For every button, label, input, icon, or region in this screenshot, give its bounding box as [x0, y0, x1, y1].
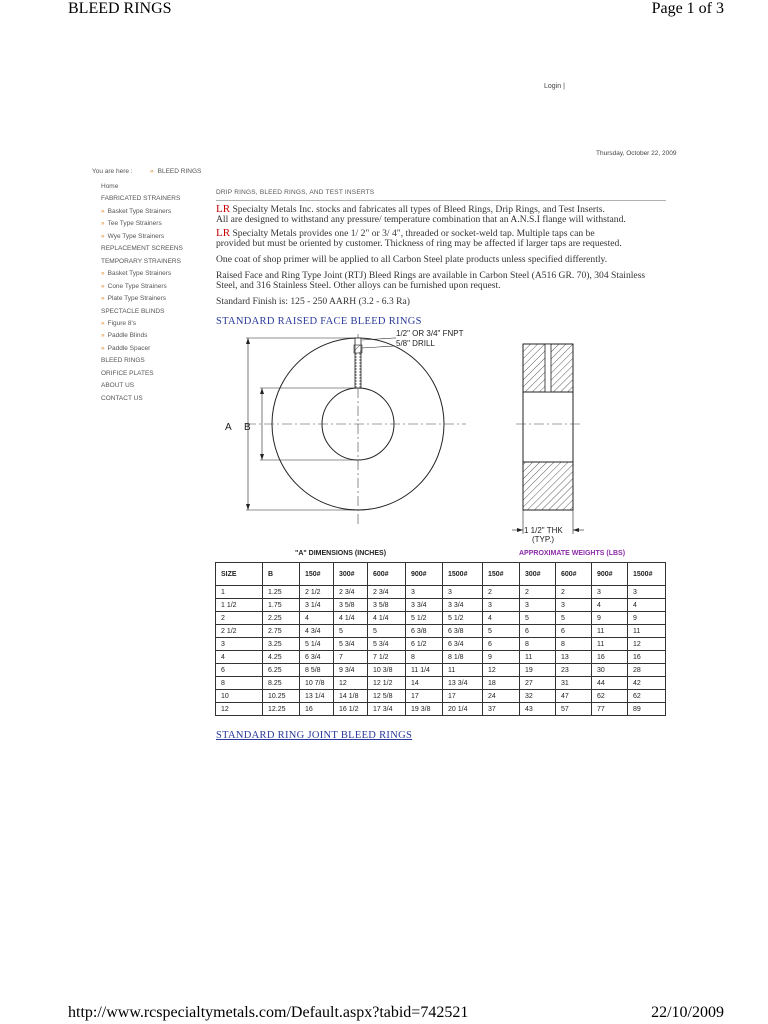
table-cell: 30	[592, 664, 628, 677]
table-cell: 3	[443, 586, 483, 599]
sidebar-item-label: Paddle Blinds	[107, 332, 148, 340]
table-cell: 7 1/2	[368, 651, 406, 664]
table-cell: 17 3/4	[368, 703, 406, 716]
table-cell: 6 3/4	[300, 651, 334, 664]
table-cell: 12 1/2	[368, 677, 406, 690]
table-header-cell: 900#	[592, 563, 628, 586]
drill-label: 5/8" DRILL	[396, 339, 435, 348]
table-header-cell: 300#	[520, 563, 556, 586]
table-cell: 11	[592, 638, 628, 651]
sidebar-item[interactable]	[101, 306, 211, 318]
bullet-icon: »	[101, 332, 105, 340]
table-cell: 5 1/2	[406, 612, 443, 625]
table-cell: 8.25	[263, 677, 300, 690]
sidebar-item-label: ORIFICE PLATES	[101, 369, 154, 377]
materials-text: Raised Face and Ring Type Joint (RTJ) Bleed Rings are available in Carbon Steel (A516 GR. 70), 304 Stainless	[216, 270, 646, 281]
bullet-icon: »	[101, 295, 105, 303]
materials-paragraph	[216, 271, 676, 290]
intro-paragraph	[216, 205, 676, 224]
table-cell: 11 1/4	[406, 664, 443, 677]
tap-text-line2: provided but must be oriented by customer. Thickness of ring may be affected if larger taps are requested.	[216, 237, 622, 249]
login-link[interactable]: Login |	[544, 83, 565, 90]
table-cell: 6 1/2	[406, 638, 443, 651]
table-cell: 3 1/4	[300, 599, 334, 612]
table-cell: 12	[216, 703, 263, 716]
breadcrumb-current[interactable]: BLEED RINGS	[157, 168, 202, 175]
table-cell: 32	[520, 690, 556, 703]
table-cell: 3 3/4	[406, 599, 443, 612]
table-cell: 3 5/8	[334, 599, 368, 612]
sidebar-item-label: Plate Type Strainers	[107, 295, 167, 303]
sidebar-item-label: Figure 8's	[107, 319, 136, 327]
sidebar-item[interactable]	[101, 268, 211, 280]
sidebar-item[interactable]	[101, 281, 211, 293]
table-cell: 8	[520, 638, 556, 651]
sidebar-item-label: REPLACEMENT SCREENS	[101, 245, 183, 253]
sidebar-item-label: Paddle Spacer	[107, 344, 151, 352]
sidebar-item-label: Wye Type Strainers	[107, 232, 165, 240]
table-cell: 8 1/8	[443, 651, 483, 664]
bullet-icon: »	[101, 270, 105, 278]
table-cell: 4	[483, 612, 520, 625]
table-cell: 23	[556, 664, 592, 677]
bullet-icon: »	[101, 319, 105, 327]
table-cell: 12	[483, 664, 520, 677]
table-cell: 6 3/4	[443, 638, 483, 651]
intro-text-line2: All are designed to withstand any pressure/ temperature combination that an A.N.S.I flange will withstand.	[216, 213, 626, 225]
table-cell: 4 1/4	[334, 612, 368, 625]
print-footer-url: http://www.rcspecialtymetals.com/Default.aspx?tabid=742521	[68, 1004, 469, 1021]
table-row	[216, 690, 666, 703]
table-cell: 4.25	[263, 651, 300, 664]
tap-label: 1/2" OR 3/4" FNPT	[396, 329, 464, 338]
table-cell: 16	[628, 651, 666, 664]
dimension-b-label: B	[244, 422, 251, 433]
table-cell: 3	[628, 586, 666, 599]
bullet-icon: »	[101, 232, 105, 240]
table-cell: 2 3/4	[368, 586, 406, 599]
table-cell: 3 3/4	[443, 599, 483, 612]
sidebar-item[interactable]	[101, 330, 211, 342]
section-divider	[216, 200, 666, 201]
table-cell: 12 5/8	[368, 690, 406, 703]
sidebar-item-label: Basket Type Strainers	[107, 207, 172, 215]
table-cell: 16 1/2	[334, 703, 368, 716]
table-cell: 1.25	[263, 586, 300, 599]
table-cell: 2	[556, 586, 592, 599]
table-cell: 19	[520, 664, 556, 677]
sidebar-item[interactable]	[101, 355, 211, 367]
table-header-row	[216, 563, 666, 586]
table-cell: 2 1/2	[216, 625, 263, 638]
sidebar-item[interactable]	[101, 293, 211, 305]
table-cell: 13 3/4	[443, 677, 483, 690]
bullet-icon: »	[101, 344, 105, 352]
table-cell: 20 1/4	[443, 703, 483, 716]
sidebar-item-label: SPECTACLE BLINDS	[101, 307, 165, 315]
table-row	[216, 651, 666, 664]
primer-paragraph: One coat of shop primer will be applied to all Carbon Steel plate products unless specified differently.	[216, 254, 608, 265]
table-cell: 62	[592, 690, 628, 703]
sidebar-item[interactable]	[101, 181, 211, 193]
sidebar-item[interactable]	[101, 243, 211, 255]
table-cell: 9 3/4	[334, 664, 368, 677]
thickness-label: 1 1/2" THK	[524, 526, 563, 535]
table-row	[216, 612, 666, 625]
bullet-icon: »	[101, 207, 105, 215]
table-cell: 4	[216, 651, 263, 664]
print-header-page: Page 1 of 3	[651, 0, 724, 17]
sidebar-item-label: ABOUT US	[101, 382, 135, 390]
table-cell: 12	[628, 638, 666, 651]
sidebar-item[interactable]	[101, 206, 211, 218]
table-row	[216, 664, 666, 677]
table-cell: 4 1/4	[368, 612, 406, 625]
table-cell: 5 1/2	[443, 612, 483, 625]
table-header-cell: 300#	[334, 563, 368, 586]
table-cell: 6	[520, 625, 556, 638]
bleed-ring-table	[215, 562, 666, 716]
table-cell: 3	[592, 586, 628, 599]
table-header-cell: 600#	[556, 563, 592, 586]
table-cell: 3	[520, 599, 556, 612]
dimensions-caption: "A" DIMENSIONS (INCHES)	[295, 550, 387, 557]
table-cell: 8	[556, 638, 592, 651]
table-cell: 5 1/4	[300, 638, 334, 651]
sidebar-item-label: Basket Type Strainers	[107, 270, 172, 278]
table-cell: 3	[483, 599, 520, 612]
table-cell: 6.25	[263, 664, 300, 677]
table-cell: 17	[406, 690, 443, 703]
table-cell: 16	[300, 703, 334, 716]
sidebar-item-label: Cone Type Strainers	[107, 282, 167, 290]
table-cell: 44	[592, 677, 628, 690]
table-cell: 6	[483, 638, 520, 651]
intro-text: Specialty Metals Inc. stocks and fabricates all types of Bleed Rings, Drip Rings, and Test Inserts.	[230, 204, 605, 215]
table-header-cell: 1500#	[443, 563, 483, 586]
table-cell: 31	[556, 677, 592, 690]
table-cell: 57	[556, 703, 592, 716]
weights-caption: APPROXIMATE WEIGHTS (LBS)	[519, 550, 626, 557]
sidebar-item[interactable]	[101, 256, 211, 268]
table-cell: 1	[216, 586, 263, 599]
table-cell: 11	[443, 664, 483, 677]
sidebar-item-label: TEMPORARY STRAINERS	[101, 257, 181, 265]
table-cell: 5 3/4	[334, 638, 368, 651]
table-cell: 12	[334, 677, 368, 690]
table-cell: 2.25	[263, 612, 300, 625]
table-cell: 4	[300, 612, 334, 625]
sidebar-nav	[101, 181, 211, 405]
table-header-cell: 600#	[368, 563, 406, 586]
table-cell: 12.25	[263, 703, 300, 716]
table-cell: 7	[334, 651, 368, 664]
bullet-icon: »	[101, 220, 105, 228]
section-heading: DRIP RINGS, BLEED RINGS, AND TEST INSERTS	[216, 189, 375, 196]
table-cell: 8	[216, 677, 263, 690]
table-cell: 9	[592, 612, 628, 625]
bullet-icon: »	[101, 282, 105, 290]
table-cell: 5 3/4	[368, 638, 406, 651]
tap-text: Specialty Metals provides one 1/ 2" or 3/ 4", threaded or socket-weld tap. Multiple taps can be	[230, 228, 595, 239]
table-cell: 62	[628, 690, 666, 703]
bleed-ring-drawing	[216, 326, 596, 548]
table-cell: 18	[483, 677, 520, 690]
ring-joint-heading-link[interactable]: STANDARD RING JOINT BLEED RINGS	[216, 730, 413, 741]
sidebar-item[interactable]	[101, 380, 211, 392]
materials-text-line2: Steel, and 316 Stainless Steel. Other alloys can be furnished upon request.	[216, 279, 501, 291]
brand-lr: LR	[216, 227, 231, 239]
table-cell: 19 3/8	[406, 703, 443, 716]
table-cell: 6	[216, 664, 263, 677]
table-cell: 4	[592, 599, 628, 612]
table-cell: 3	[216, 638, 263, 651]
sidebar-item[interactable]	[101, 218, 211, 230]
table-cell: 2	[216, 612, 263, 625]
table-cell: 4	[628, 599, 666, 612]
table-cell: 89	[628, 703, 666, 716]
dimension-a-label: A	[225, 422, 232, 433]
table-cell: 6 3/8	[406, 625, 443, 638]
table-cell: 2	[483, 586, 520, 599]
table-cell: 14 1/8	[334, 690, 368, 703]
table-header-cell: B	[263, 563, 300, 586]
table-cell: 42	[628, 677, 666, 690]
table-cell: 17	[443, 690, 483, 703]
table-cell: 5	[520, 612, 556, 625]
table-cell: 8	[406, 651, 443, 664]
sidebar-item[interactable]	[101, 368, 211, 380]
table-cell: 77	[592, 703, 628, 716]
sidebar-item-label: CONTACT US	[101, 394, 143, 402]
table-cell: 5	[556, 612, 592, 625]
table-cell: 3.25	[263, 638, 300, 651]
table-cell: 13	[556, 651, 592, 664]
table-cell: 2 1/2	[300, 586, 334, 599]
table-header-cell: 150#	[483, 563, 520, 586]
ring-side-view	[512, 344, 584, 534]
table-cell: 3	[406, 586, 443, 599]
typical-label: (TYP.)	[532, 535, 555, 544]
table-row	[216, 638, 666, 651]
table-cell: 43	[520, 703, 556, 716]
sidebar-item[interactable]	[101, 393, 211, 405]
tap-paragraph	[216, 229, 676, 248]
table-cell: 37	[483, 703, 520, 716]
sidebar-item-label: Home	[101, 183, 119, 190]
table-cell: 16	[592, 651, 628, 664]
sidebar-item[interactable]	[101, 193, 211, 205]
table-cell: 5	[368, 625, 406, 638]
table-cell: 2 3/4	[334, 586, 368, 599]
sidebar-item[interactable]	[101, 231, 211, 243]
table-cell: 2	[520, 586, 556, 599]
table-cell: 3	[556, 599, 592, 612]
table-cell: 10 7/8	[300, 677, 334, 690]
table-cell: 6	[556, 625, 592, 638]
sidebar-item[interactable]	[101, 318, 211, 330]
table-cell: 5	[334, 625, 368, 638]
table-cell: 10 3/8	[368, 664, 406, 677]
table-cell: 27	[520, 677, 556, 690]
table-cell: 3 5/8	[368, 599, 406, 612]
table-cell: 11	[628, 625, 666, 638]
table-cell: 28	[628, 664, 666, 677]
print-header-title: BLEED RINGS	[68, 0, 172, 17]
table-cell: 24	[483, 690, 520, 703]
table-cell: 9	[628, 612, 666, 625]
table-header-cell: 1500#	[628, 563, 666, 586]
table-cell: 8 5/8	[300, 664, 334, 677]
table-cell: 9	[483, 651, 520, 664]
breadcrumb	[150, 168, 201, 175]
table-cell: 1.75	[263, 599, 300, 612]
table-cell: 47	[556, 690, 592, 703]
raised-face-heading: STANDARD RAISED FACE BLEED RINGS	[216, 316, 422, 327]
table-cell: 1 1/2	[216, 599, 263, 612]
sidebar-item-label: Tee Type Strainers	[107, 220, 162, 228]
table-cell: 5	[483, 625, 520, 638]
table-cell: 10.25	[263, 690, 300, 703]
table-body	[216, 586, 666, 716]
sidebar-item-label: BLEED RINGS	[101, 357, 145, 365]
table-row	[216, 586, 666, 599]
sidebar-item-label: FABRICATED STRAINERS	[101, 195, 181, 203]
breadcrumb-separator: »	[150, 168, 154, 175]
current-date: Thursday, October 22, 2009	[596, 150, 677, 157]
finish-paragraph: Standard Finish is: 125 - 250 AARH (3.2 - 6.3 Ra)	[216, 296, 411, 307]
table-cell: 11	[592, 625, 628, 638]
table-header-cell: SIZE	[216, 563, 263, 586]
table-header-cell: 150#	[300, 563, 334, 586]
table-cell: 2.75	[263, 625, 300, 638]
ring-front-view	[246, 334, 466, 526]
table-row	[216, 703, 666, 716]
breadcrumb-label: You are here :	[92, 168, 133, 175]
table-cell: 13 1/4	[300, 690, 334, 703]
table-header-cell: 900#	[406, 563, 443, 586]
table-row	[216, 625, 666, 638]
sidebar-item[interactable]	[101, 343, 211, 355]
table-cell: 11	[520, 651, 556, 664]
table-cell: 14	[406, 677, 443, 690]
brand-lr: LR	[216, 203, 231, 215]
table-cell: 6 3/8	[443, 625, 483, 638]
table-cell: 10	[216, 690, 263, 703]
table-row	[216, 599, 666, 612]
table-cell: 4 3/4	[300, 625, 334, 638]
print-footer-date: 22/10/2009	[651, 1004, 724, 1021]
table-row	[216, 677, 666, 690]
